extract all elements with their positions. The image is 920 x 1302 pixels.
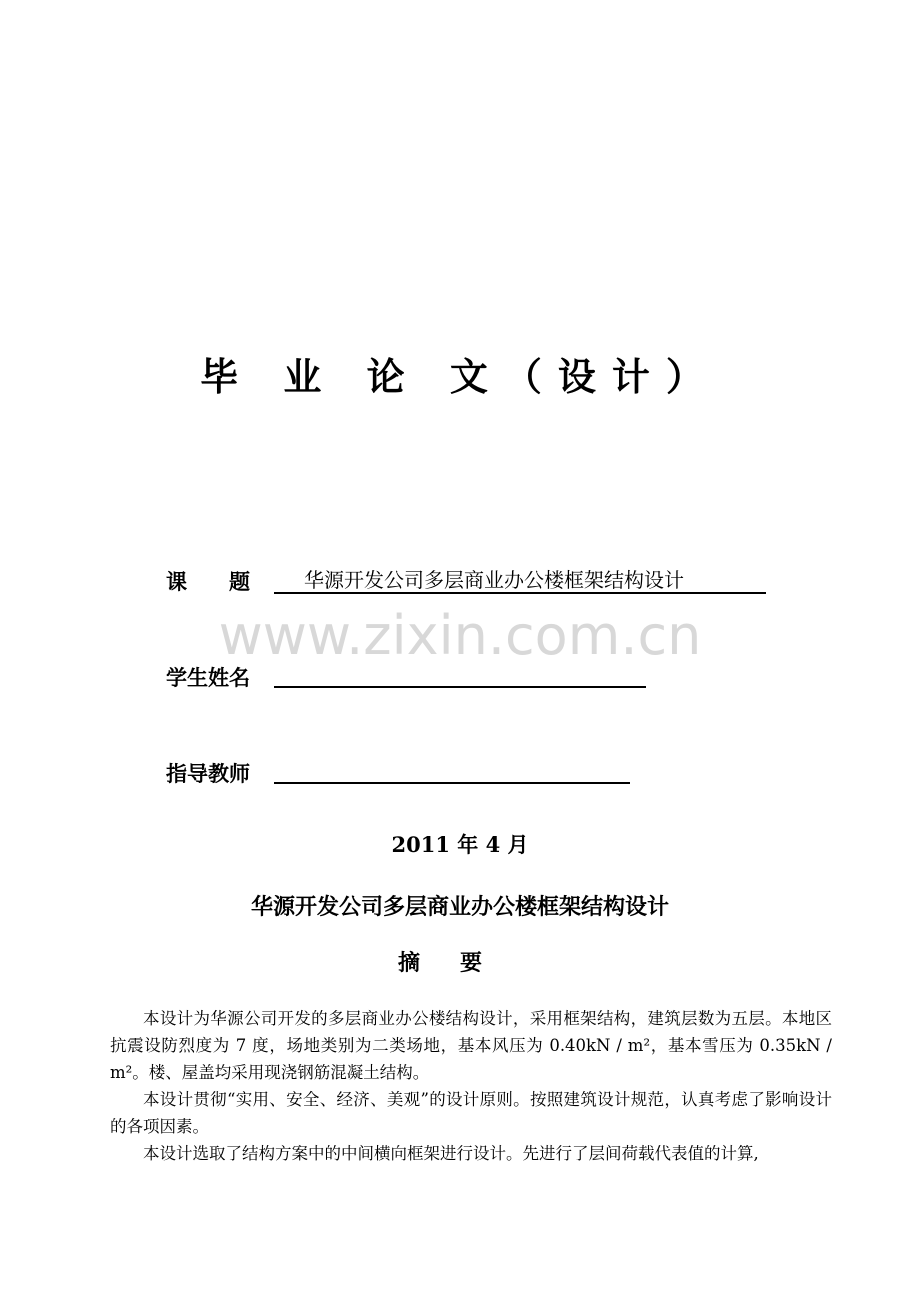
abstract-paragraph: 本设计贯彻“实用、安全、经济、美观”的设计原则。按照建筑设计规范，认真考虑了影响设计的各项因素。 (110, 1090, 832, 1136)
abstract-paragraph: 本设计为华源公司开发的多层商业办公楼结构设计，采用框架结构，建筑层数为五层。本地区抗震设防烈度为 7 度，场地类别为二类场地，基本风压为 0.40kN / m²，基本雪压为 0.35kN / m²。楼、屋盖均采用现浇钢筋混凝土结构。 (110, 1009, 832, 1082)
topic-field (274, 564, 766, 594)
advisor-field (274, 754, 630, 784)
topic-label: 课 题 (166, 570, 250, 594)
abstract-body (110, 1005, 832, 1167)
date: 2011 年 4 月 (391, 832, 529, 857)
abstract-paragraph: 本设计选取了结构方案中的中间横向框架进行设计。先进行了层间荷载代表值的计算, (143, 1144, 759, 1163)
subtitle: 华源开发公司多层商业办公楼框架结构设计 (250, 895, 669, 920)
thesis-title: 毕 业 论 文（设计） (200, 355, 720, 399)
student-name-field (274, 658, 646, 688)
advisor-label: 指导教师 (166, 762, 250, 786)
abstract-heading: 摘要 (397, 951, 522, 976)
topic-value: 华源开发公司多层商业办公楼框架结构设计 (304, 568, 684, 592)
student-name-label: 学生姓名 (166, 666, 250, 690)
watermark: www.zixin.com.cn (218, 604, 702, 667)
